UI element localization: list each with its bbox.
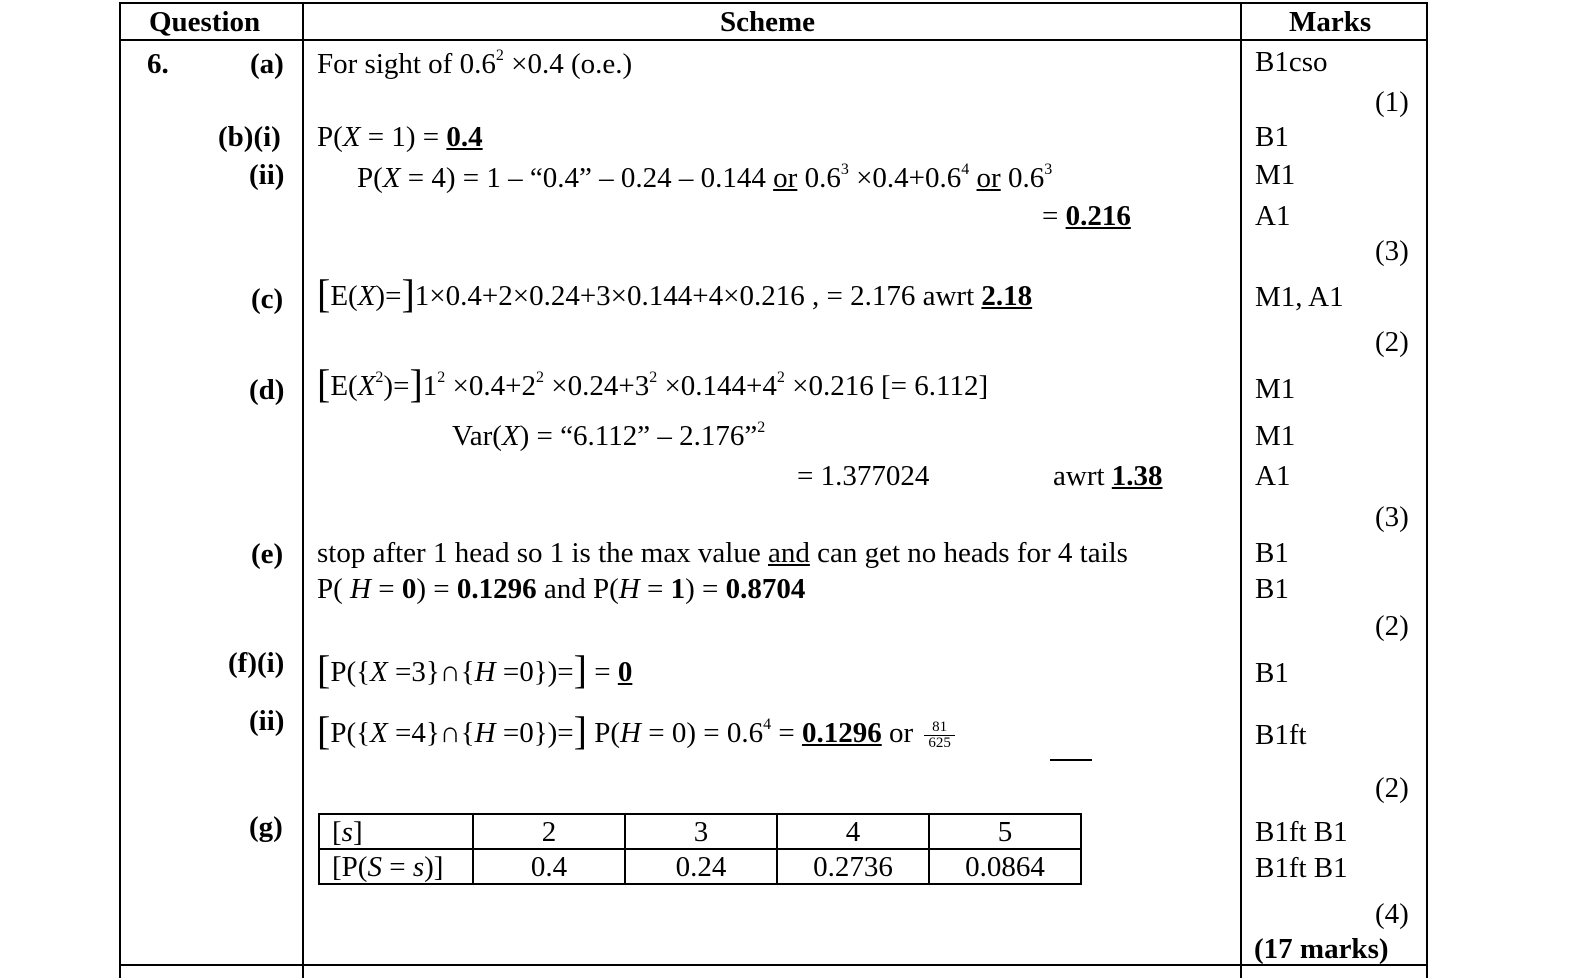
part-a-total: (1) <box>1375 86 1409 118</box>
part-d-value: = 1.377024 <box>797 460 930 492</box>
part-fii-mark: B1ft <box>1255 719 1307 751</box>
bottom-border <box>119 964 1428 966</box>
table-cell: 0.24 <box>625 849 777 884</box>
part-fii-label: (ii) <box>249 705 285 737</box>
table-border-left <box>119 2 121 978</box>
part-e-scheme: stop after 1 head so 1 is the max value and can get no heads for 4 tails <box>317 537 1128 569</box>
part-g-total: (4) <box>1375 898 1409 930</box>
table-cell-s-label: [s] <box>319 814 473 849</box>
part-bii-label: (ii) <box>249 159 285 191</box>
table-cell: 2 <box>473 814 625 849</box>
part-bi-label: (b)(i) <box>218 121 281 153</box>
part-d-answer: awrt 1.38 <box>1053 460 1163 492</box>
header-divider <box>119 39 1428 41</box>
header-scheme: Scheme <box>720 6 816 38</box>
fraction-81-625: $\frac{81}{625}$ <box>924 720 955 751</box>
column-divider-question <box>302 2 304 978</box>
part-bi-scheme: P(X = 1) = 0.4 <box>317 121 483 153</box>
column-divider-marks <box>1240 2 1242 978</box>
table-cell: 0.2736 <box>777 849 929 884</box>
table-cell: 0.0864 <box>929 849 1081 884</box>
part-f-total: (2) <box>1375 772 1409 804</box>
part-a-label: (a) <box>250 48 284 80</box>
part-g-mark-1: B1ft B1 <box>1255 816 1348 848</box>
part-a-scheme: For sight of $0.6^2 \times 0.4$ (o.e.) <box>317 47 633 80</box>
part-e-probs-mark: B1 <box>1255 573 1289 605</box>
table-row <box>319 849 1081 884</box>
part-fi-mark: B1 <box>1255 657 1289 689</box>
part-bii-mark: M1 <box>1255 159 1296 191</box>
part-bii-scheme: P(X = 4) = 1 – “0.4” – 0.24 – 0.144 or $0.6^3 \times 0.4+0.6^4$ or $0.6^3$ <box>357 161 1053 194</box>
part-fi-scheme: [P({X =3}∩{H =0})=] = 0 <box>317 647 633 692</box>
distribution-table <box>318 813 1082 885</box>
header-marks: Marks <box>1289 6 1372 38</box>
part-d-total: (3) <box>1375 501 1409 533</box>
table-border-top <box>119 2 1428 4</box>
header-question: Question <box>149 6 261 38</box>
part-c-mark: M1, A1 <box>1255 281 1344 313</box>
part-d-var: Var(X) = “6.112” – 2.176”$^2$ <box>452 419 766 452</box>
part-b-total: (3) <box>1375 235 1409 267</box>
part-e-probs: P( H = 0) = 0.1296 and P(H = 1) = 0.8704 <box>317 573 806 605</box>
part-fi-label: (f)(i) <box>228 647 285 679</box>
part-d-scheme: $[E(X^2)=]1^2 \times 0.4+2^2 \times 0.24+3^2 \times 0.144+4^2 \times 0.216$ [= 6.112] <box>317 361 989 406</box>
part-e-total: (2) <box>1375 610 1409 642</box>
part-fii-scheme: [P({X =4}∩{H =0})=] $P(H = 0) = 0.6^4 = 0.1296$ or $\frac{81}{625}$ <box>317 716 955 751</box>
part-d-var-mark: M1 <box>1255 420 1296 452</box>
table-row <box>319 814 1081 849</box>
grand-total: (17 marks) <box>1254 933 1389 965</box>
table-cell: 3 <box>625 814 777 849</box>
table-border-right <box>1426 2 1428 978</box>
part-e-mark: B1 <box>1255 537 1289 569</box>
part-bi-mark: B1 <box>1255 121 1289 153</box>
fraction-underline <box>1050 759 1092 761</box>
part-d-result-mark: A1 <box>1255 460 1291 492</box>
part-bii-result: = 0.216 <box>1042 200 1131 232</box>
table-cell-prob-label: [P(S = s)] <box>319 849 473 884</box>
table-cell: 4 <box>777 814 929 849</box>
table-cell: 0.4 <box>473 849 625 884</box>
question-number: 6. <box>147 48 169 80</box>
part-g-label: (g) <box>249 811 283 843</box>
part-g-mark-2: B1ft B1 <box>1255 852 1348 884</box>
part-d-mark: M1 <box>1255 373 1296 405</box>
part-e-label: (e) <box>251 538 284 570</box>
table-cell: 5 <box>929 814 1081 849</box>
part-c-scheme: [E(X)=]1×0.4+2×0.24+3×0.144+4×0.216 , = 2.176 awrt 2.18 <box>317 271 1033 316</box>
part-bii-result-mark: A1 <box>1255 200 1291 232</box>
part-d-label: (d) <box>249 374 285 406</box>
part-a-mark: B1cso <box>1255 46 1328 78</box>
part-c-total: (2) <box>1375 326 1409 358</box>
part-c-label: (c) <box>251 283 284 315</box>
